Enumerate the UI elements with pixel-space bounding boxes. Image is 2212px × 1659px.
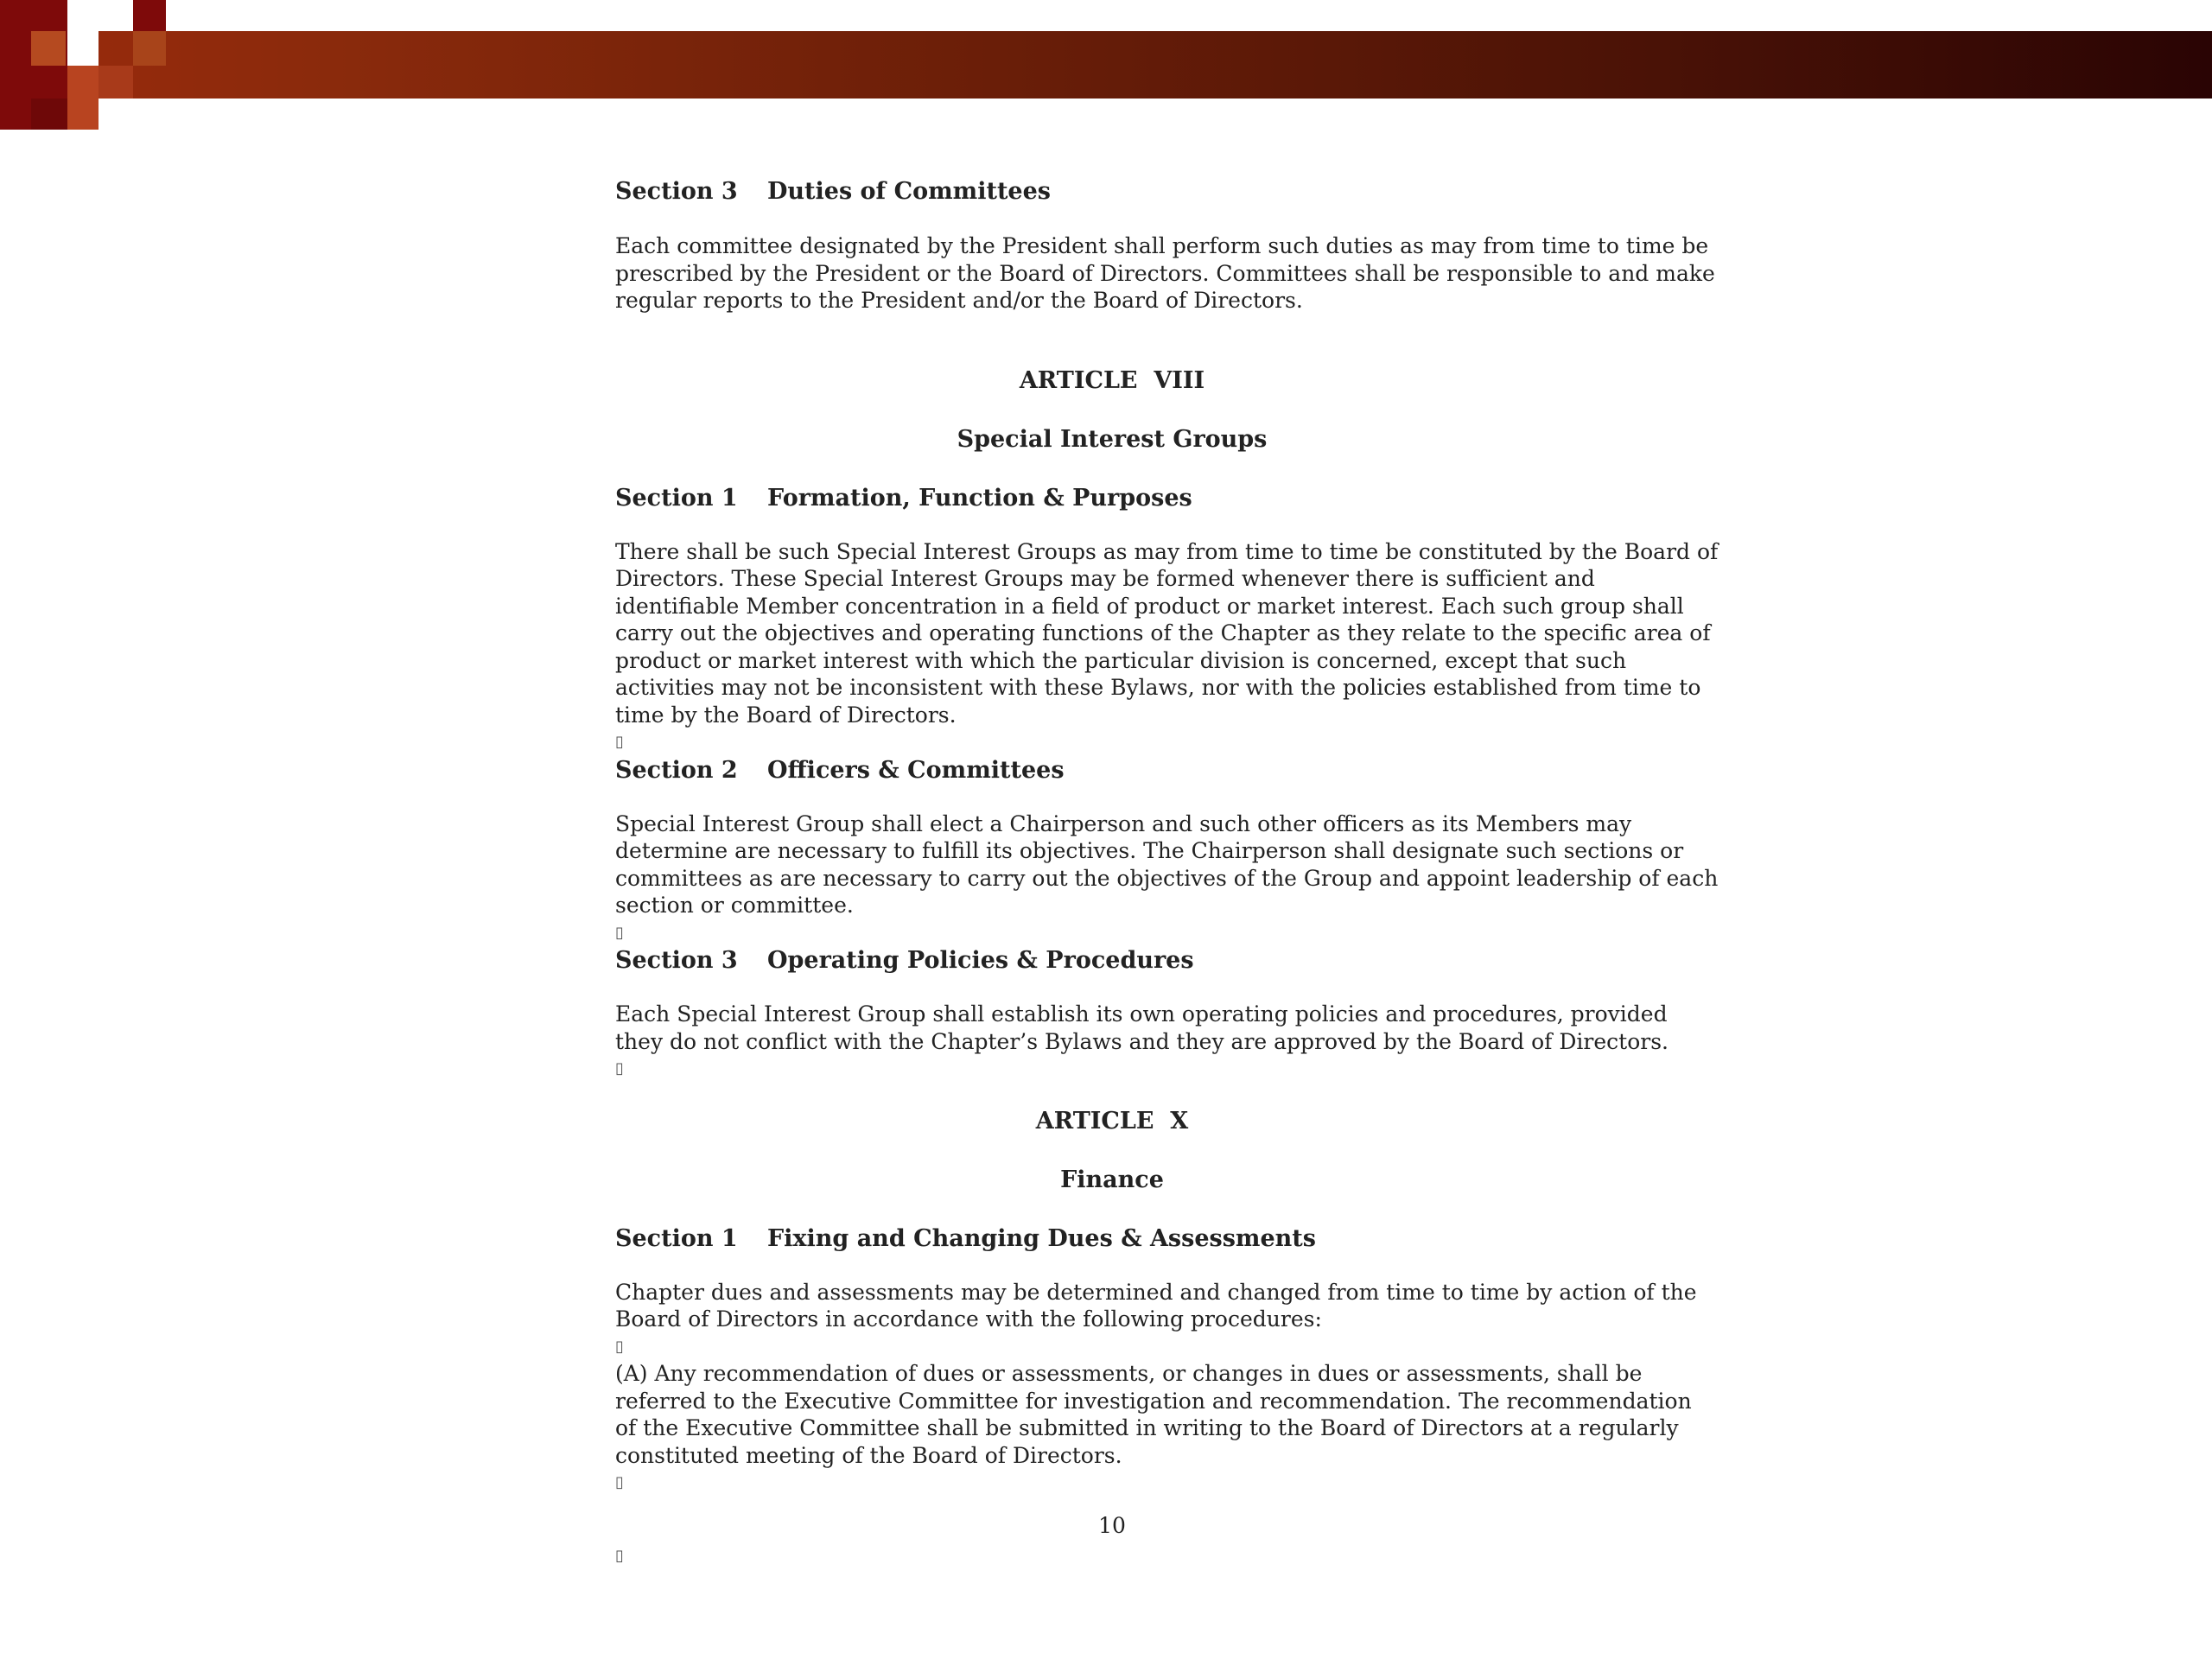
- section-number: Section 1: [615, 1224, 738, 1252]
- body-line: (A) Any recommendation of dues or assessments, or changes in dues or assessments, shall be: [615, 1361, 1643, 1386]
- section-number: Section 3: [615, 947, 738, 974]
- body-line: committees as are necessary to carry out the objectives of the Group and appoint leadership of each: [615, 865, 1719, 891]
- header-decoration-square: [133, 0, 166, 31]
- section-title: Operating Policies & Procedures: [767, 947, 1194, 974]
- article-heading: ARTICLE X: [1035, 1107, 1189, 1135]
- body-line: of the Executive Committee shall be submitted in writing to the Board of Directors at a regularly: [615, 1415, 1679, 1440]
- section-title: Officers & Committees: [767, 756, 1065, 784]
- section-title: Duties of Committees: [767, 178, 1051, 205]
- paragraph-mark: ▯: [615, 1547, 624, 1565]
- body-line: Special Interest Group shall elect a Chairperson and such other officers as its Members may: [615, 810, 1632, 836]
- document-body: [615, 177, 1719, 1570]
- header-decoration-square: [31, 99, 67, 130]
- section-heading: [615, 1224, 1609, 1254]
- body-line: Each Special Interest Group shall establish its own operating policies and procedures, provided: [615, 1001, 1668, 1027]
- body-line: they do not conflict with the Chapter’s Bylaws and they are approved by the Board of Directors.: [615, 1028, 1669, 1054]
- section-number: Section 3: [615, 178, 738, 205]
- paragraph-mark: ▯: [615, 733, 624, 751]
- body-line: Each committee designated by the President shall perform such duties as may from time to time be: [615, 233, 1709, 258]
- section-number: Section 2: [615, 756, 738, 784]
- body-line: Board of Directors in accordance with the following procedures:: [615, 1306, 1322, 1332]
- header-decoration-square: [67, 66, 99, 130]
- section-title: Fixing and Changing Dues & Assessments: [767, 1224, 1316, 1252]
- article-subheading: Finance: [1060, 1166, 1164, 1193]
- body-line: determine are necessary to fulfill its objectives. The Chairperson shall designate such sections or: [615, 838, 1684, 863]
- body-line: identifiable Member concentration in a field of product or market interest. Each such group shall: [615, 593, 1684, 619]
- body-line: activities may not be inconsistent with these Bylaws, nor with the policies established from time to: [615, 675, 1701, 700]
- header-decoration-square: [31, 31, 66, 66]
- paragraph-mark: ▯: [615, 1473, 624, 1491]
- article-heading: ARTICLE VIII: [1019, 366, 1205, 394]
- paragraph-mark: ▯: [615, 1059, 624, 1077]
- section-heading: [615, 177, 1609, 207]
- body-line: time by the Board of Directors.: [615, 702, 957, 728]
- section-heading: [615, 946, 1609, 976]
- body-line: regular reports to the President and/or the Board of Directors.: [615, 288, 1303, 313]
- header-decoration-square: [99, 66, 133, 99]
- page-number: 10: [1098, 1512, 1126, 1538]
- body-line: constituted meeting of the Board of Directors.: [615, 1442, 1122, 1468]
- header-decoration-square: [133, 31, 166, 66]
- section-title: Formation, Function & Purposes: [767, 484, 1192, 512]
- body-line: product or market interest with which the particular division is concerned, except that such: [615, 647, 1627, 673]
- section-heading: [615, 756, 1609, 785]
- body-line: There shall be such Special Interest Groups as may from time to time be constituted by the Board of: [615, 538, 1719, 564]
- body-line: section or committee.: [615, 893, 854, 918]
- header-bar: [0, 31, 2212, 99]
- paragraph-mark: ▯: [615, 923, 624, 942]
- header-decoration-square: [67, 0, 99, 31]
- body-line: Chapter dues and assessments may be determined and changed from time to time by action of the: [615, 1279, 1697, 1305]
- paragraph-mark: ▯: [615, 1337, 624, 1356]
- body-line: prescribed by the President or the Board of Directors. Committees shall be responsible to and make: [615, 260, 1715, 286]
- body-line: Directors. These Special Interest Groups may be formed whenever there is sufficient and: [615, 566, 1595, 591]
- body-line: referred to the Executive Committee for investigation and recommendation. The recommendation: [615, 1388, 1692, 1414]
- body-line: carry out the objectives and operating functions of the Chapter as they relate to the specific area of: [615, 620, 1711, 645]
- article-subheading: Special Interest Groups: [957, 425, 1268, 453]
- section-number: Section 1: [615, 484, 738, 512]
- section-heading: [615, 484, 1609, 513]
